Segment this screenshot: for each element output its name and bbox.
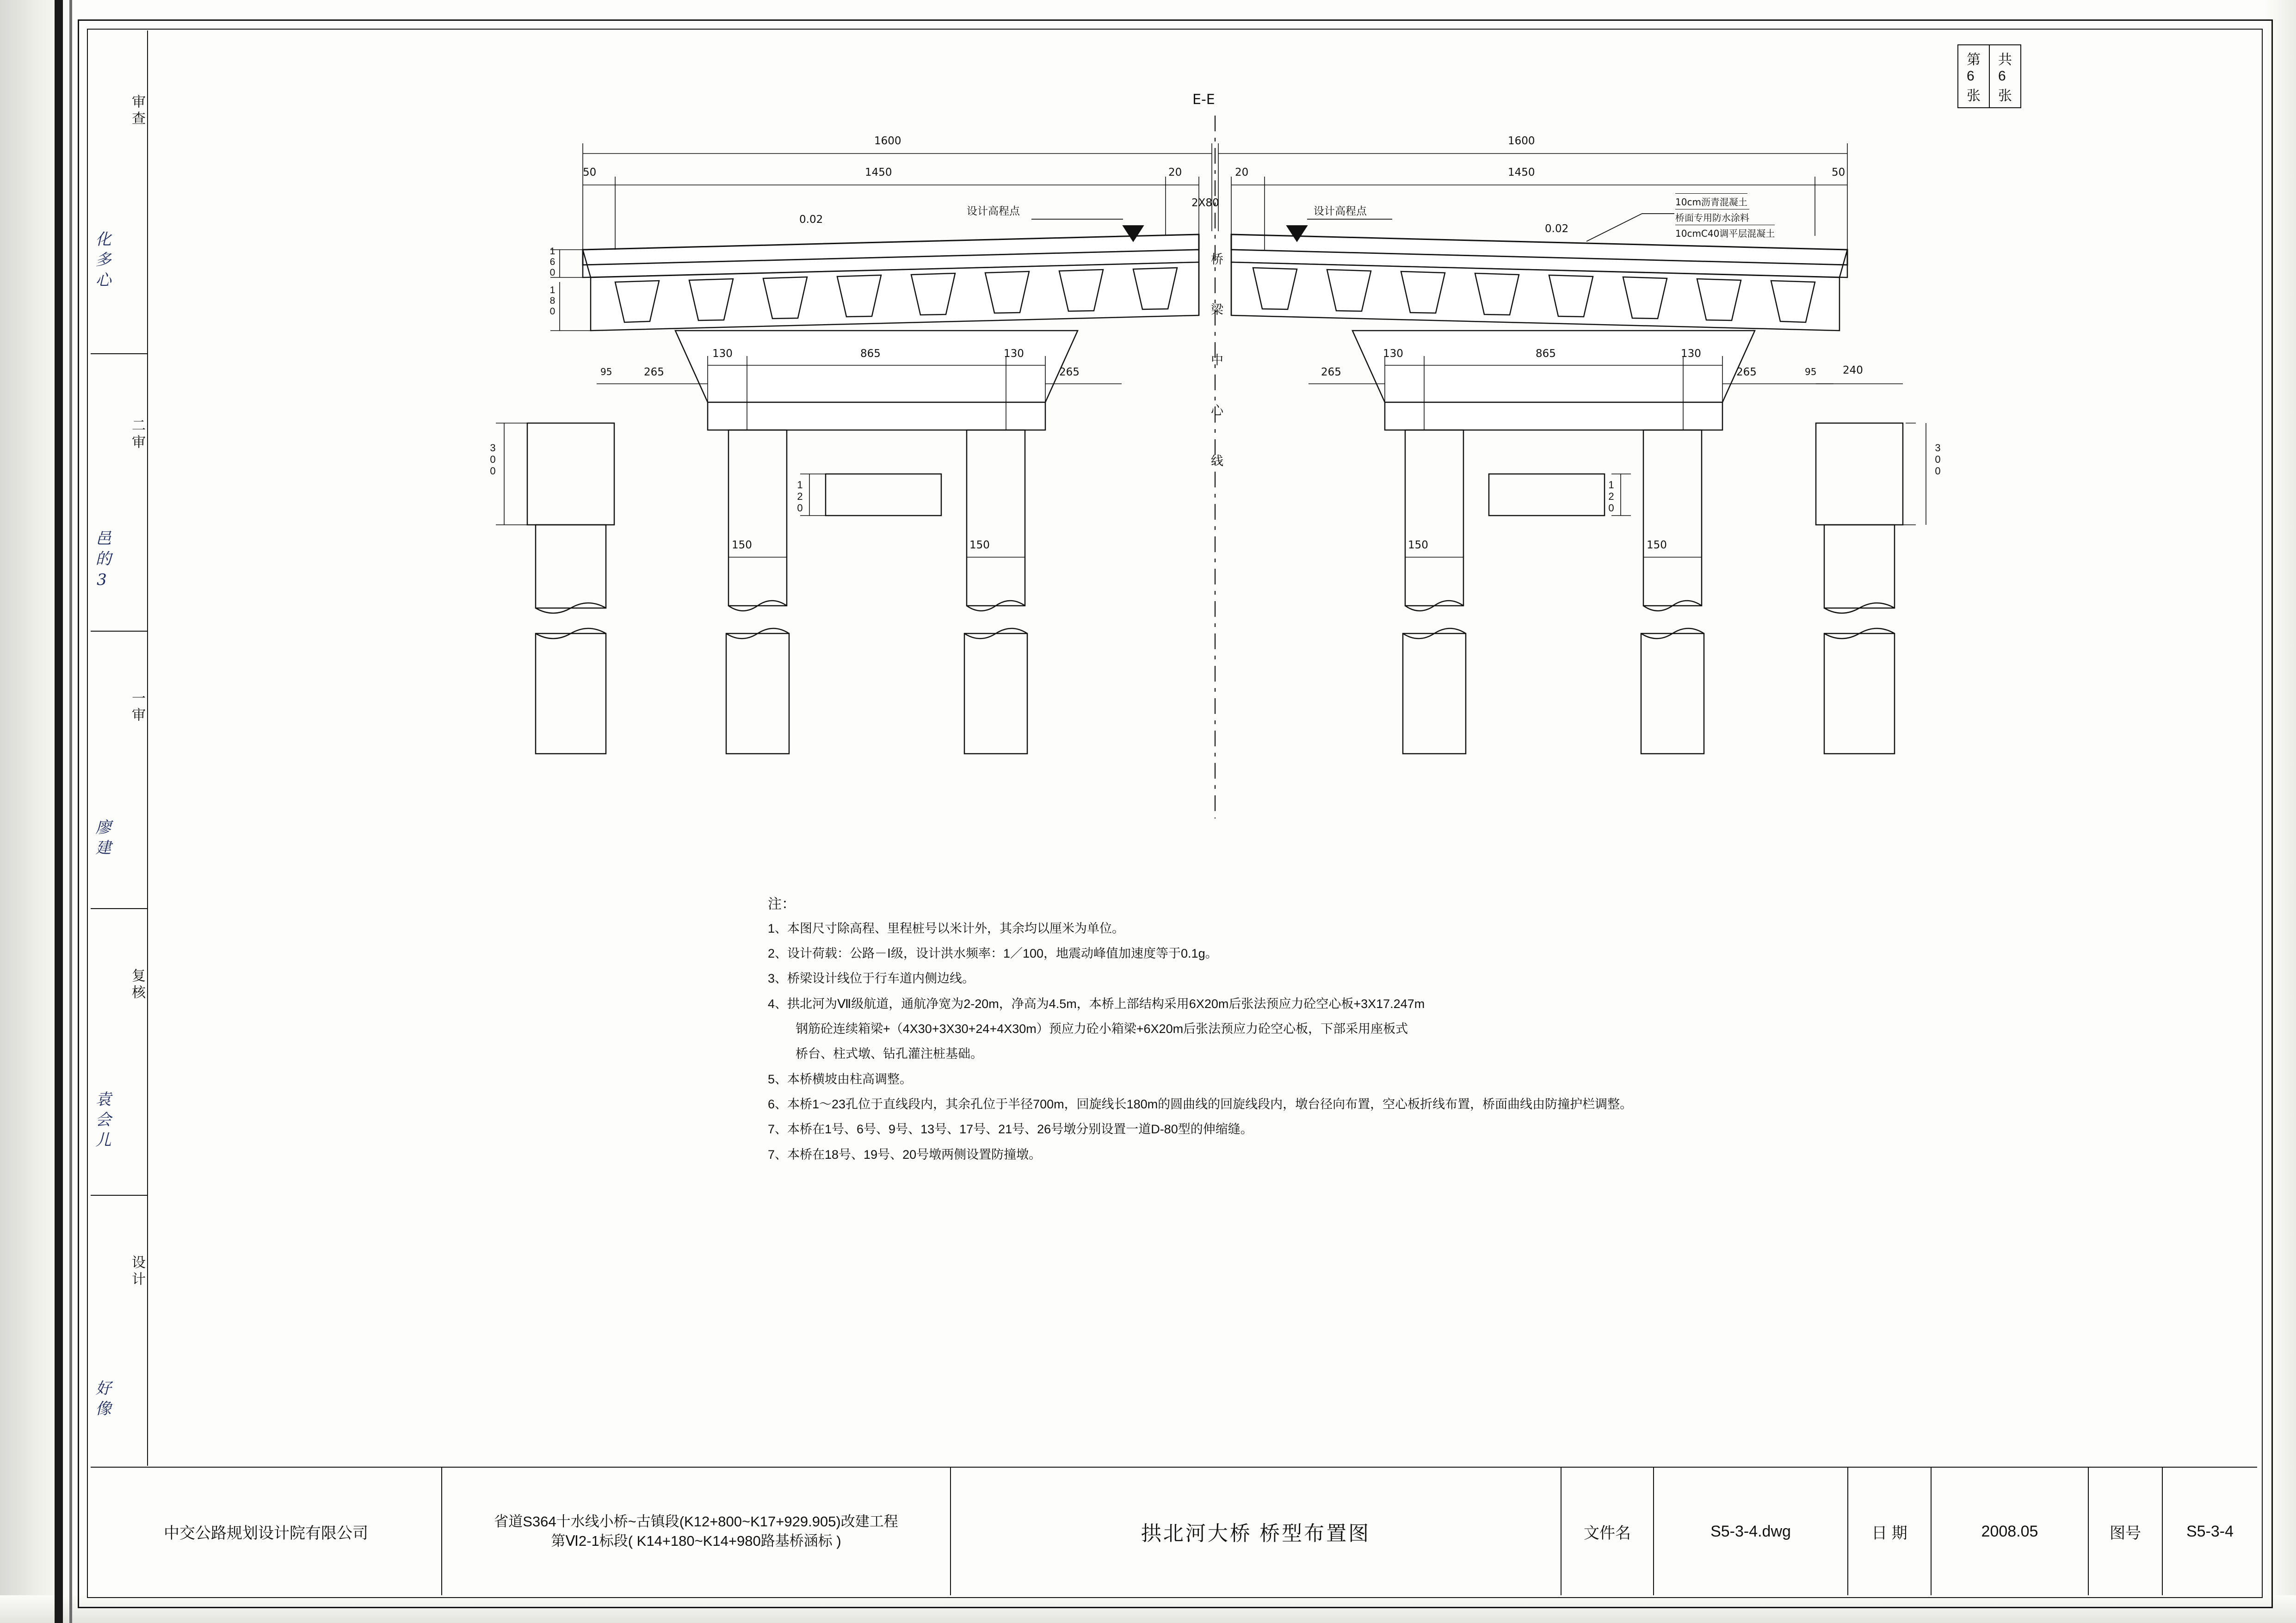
section-title: E-E (1192, 92, 1215, 108)
stamp-signature-design: 好像 (93, 1380, 111, 1420)
binding-strip (55, 0, 63, 1623)
dim-cap-left-c: 130 (1004, 348, 1024, 360)
note-item-2: 2、设计荷载：公路－Ⅰ级，设计洪水频率：1／100，地震动峰值加速度等于0.1g。 (768, 946, 1218, 960)
design-elevation-right-label: 设计高程点 (1314, 205, 1367, 217)
dim-cap-depth-right: 120 (1605, 479, 1617, 514)
dim-cap-depth-left: 120 (794, 479, 806, 514)
filename-value: S5-3-4.dwg (1654, 1468, 1848, 1595)
dim-girder-depth: 180 (547, 285, 558, 317)
stamp-signature-second: 邑的3 (93, 530, 111, 594)
project-name (442, 1468, 951, 1595)
binding-shadow (69, 0, 72, 1623)
company-name: 中交公路规划设计院有限公司 (91, 1468, 442, 1595)
stamp-label-first: 一审 (129, 691, 145, 724)
pavement-note-3: 10cmC40调平层混凝土 (1675, 225, 1775, 240)
section-svg (153, 32, 2253, 957)
slope-left-label: 0.02 (799, 214, 823, 226)
stamp-cell-design (91, 1196, 147, 1466)
bridge-centerline-label: 桥 梁 中 心 线 (1209, 252, 1223, 479)
pavement-note-1: 10cm沥青混凝土 (1675, 193, 1747, 208)
note-item-1: 1、本图尺寸除高程、里程桩号以米计外，其余均以厘米为单位。 (768, 921, 1125, 935)
sheet-current-label: 第 6 张 (1958, 45, 1990, 107)
dim-gap-right: 20 (1235, 166, 1249, 178)
note-item-5: 5、本桥横坡由柱高调整。 (768, 1072, 913, 1086)
stamp-cell-second (91, 354, 147, 632)
stamp-cell-first (91, 632, 147, 909)
drawing-number-label: 图号 (2089, 1468, 2163, 1595)
stamp-cell-check (91, 909, 147, 1196)
project-name-line2: 第Ⅵ2-1标段( K14+180~K14+980路基桥涵标 ) (551, 1533, 841, 1549)
dim-median: 2X80 (1191, 197, 1219, 209)
note-item-8: 7、本桥在18号、19号、20号墩两侧设置防撞墩。 (768, 1147, 1042, 1162)
stamp-label-design: 设计 (129, 1255, 145, 1288)
dim-col-offset-right2: 265 (1736, 366, 1757, 378)
dim-edge-left: 50 (583, 166, 597, 178)
dim-cap-left-b: 865 (860, 348, 881, 360)
dim-abut-height-left: 300 (487, 442, 499, 477)
stamp-signature-check: 袁会儿 (93, 1091, 111, 1152)
dim-abut-offset-left: 95 (600, 366, 612, 377)
notes-block (768, 897, 2109, 1173)
drawing-number-value: S5-3-4 (2186, 1522, 2234, 1540)
dim-col-offset-left2: 265 (1059, 366, 1080, 378)
note-item-4-cont2: 桥台、柱式墩、钻孔灌注桩基础。 (796, 1047, 983, 1061)
dim-column-dia-right2: 150 (1647, 539, 1667, 551)
note-item-6: 6、本桥1～23孔位于直线段内，其余孔位于半径700m，回旋线长180m的圆曲线的回旋线段内，墩台径向布置，空心板折线布置，桥面曲线由防撞护栏调整。 (768, 1097, 1633, 1111)
sheet-total-label: 共 6 张 (1998, 52, 2012, 104)
dim-top-left-total: 1600 (874, 135, 901, 147)
project-name-line1: 省道S364十水线小桥~古镇段(K12+800~K17+929.905)改建工程 (494, 1513, 898, 1530)
date-value: 2008.05 (1932, 1468, 2089, 1595)
dim-edge-right: 50 (1832, 166, 1845, 178)
note-item-4-cont1: 钢筋砼连续箱梁+（4X30+3X30+24+4X30m）预应力砼小箱梁+6X20m后张法预应力砼空心板，下部采用座板式 (796, 1021, 1408, 1036)
dim-column-dia-right: 150 (1408, 539, 1428, 551)
drawing-title: 拱北河大桥 桥型布置图 (951, 1468, 1562, 1595)
filename-label: 文件名 (1562, 1468, 1654, 1595)
slope-right-label: 0.02 (1545, 223, 1569, 235)
dim-gap-left: 20 (1168, 166, 1182, 178)
dim-deck-thickness: 160 (547, 246, 558, 278)
dim-column-dia-left2: 150 (969, 539, 990, 551)
dim-abut-width-right: 240 (1843, 364, 1863, 376)
dim-abut-height-right: 300 (1932, 442, 1944, 477)
stamp-label-check: 复核 (129, 968, 145, 1002)
note-item-4: 4、拱北河为Ⅶ级航道，通航净宽为2-20m，净高为4.5m，本桥上部结构采用6X20m后张法预应力砼空心板+3X17.247m (768, 996, 1425, 1011)
dim-cap-left-a: 130 (712, 348, 733, 360)
dim-deck-left: 1450 (865, 166, 892, 178)
stamp-signature-review: 化多心 (93, 231, 111, 292)
title-block (91, 1467, 2257, 1595)
stamp-signature-first: 廖建 (93, 819, 111, 860)
dim-column-dia-left: 150 (732, 539, 752, 551)
stamp-cell-review (91, 31, 147, 354)
stamp-label-review: 审查 (129, 94, 145, 128)
dim-deck-right: 1450 (1508, 166, 1535, 178)
note-item-7: 7、本桥在1号、6号、9号、13号、17号、21号、26号墩分别设置一道D-80型的伸缩缝。 (768, 1122, 1253, 1137)
design-elevation-left-label: 设计高程点 (967, 205, 1020, 217)
date-label: 日 期 (1848, 1468, 1932, 1595)
notes-title: 注： (768, 897, 796, 912)
dim-abut-offset-right: 95 (1805, 366, 1817, 377)
bridge-cross-section-drawing (153, 32, 2253, 957)
dim-col-offset-left: 265 (644, 366, 664, 378)
dim-cap-right-a: 130 (1383, 348, 1403, 360)
approval-stamp-column (91, 31, 148, 1466)
pavement-note-2: 桥面专用防水涂料 (1675, 209, 1749, 224)
stamp-label-second: 二审 (129, 418, 145, 451)
dim-cap-right-b: 865 (1536, 348, 1556, 360)
dim-top-right-total: 1600 (1508, 135, 1535, 147)
dim-col-offset-right: 265 (1321, 366, 1341, 378)
note-item-3: 3、桥梁设计线位于行车道内侧边线。 (768, 971, 975, 986)
dim-cap-right-c: 130 (1681, 348, 1701, 360)
